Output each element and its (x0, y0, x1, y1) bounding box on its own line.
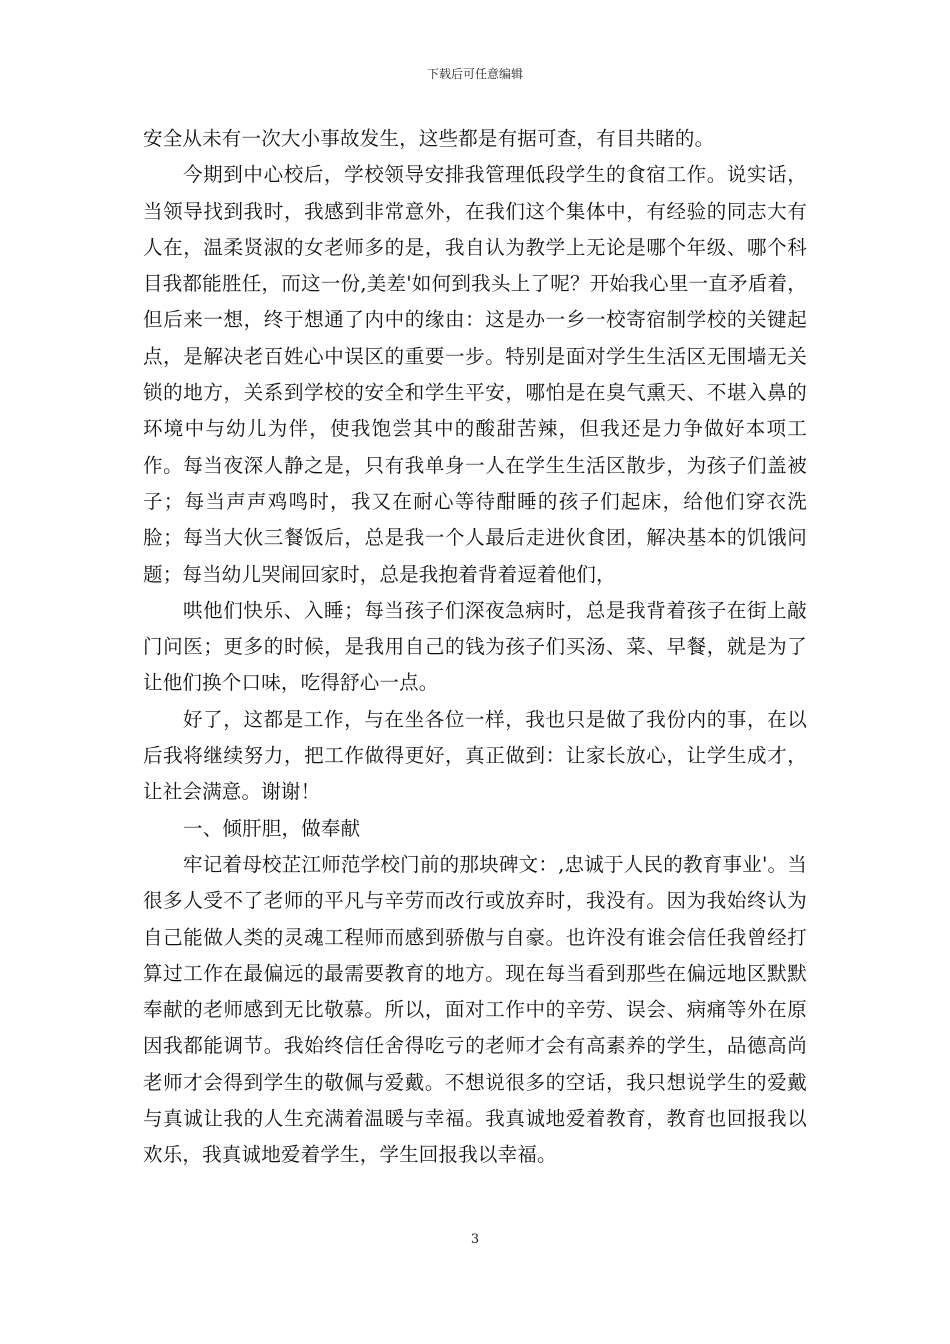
document-body (143, 121, 807, 1174)
page-number: 3 (470, 1232, 480, 1247)
paragraph-2: 今期到中心校后，学校领导安排我管理低段学生的食宿工作。说实话，当领导找到我时，我感到非常意外，在我们这个集体中，有经验的同志大有人在，温柔贤淑的女老师多的是，我自认为教学上无论是哪个年级、哪个科目我都能胜任，而这一份,美差'如何到我头上了呢？开始我心里一直矛盾着，但后来一想，终于想通了内中的缘由：这是办一乡一校寄宿制学校的关键起点，是解决老百姓心中误区的重要一步。特别是面对学生生活区无围墙无关锁的地方，关系到学校的安全和学生平安，哪怕是在臭气熏天、不堪入鼻的环境中与幼儿为伴，使我饱尝其中的酸甜苦辣，但我还是力争做好本项工作。每当夜深人静之是，只有我单身一人在学生生活区散步，为孩子们盖被子；每当声声鸡鸣时，我又在耐心等待酣睡的孩子们起床，给他们穿衣洗脸；每当大伙三餐饭后，总是我一个人最后走进伙食团，解决基本的饥饿问题；每当幼儿哭闹回家时，总是我抱着背着逗着他们， (143, 163, 807, 586)
paragraph-3: 哄他们快乐、入睡；每当孩子们深夜急病时，总是我背着孩子在街上敲门问医；更多的时候，是我用自己的钱为孩子们买汤、菜、早餐，就是为了让他们换个口味，吃得舒心一点。 (143, 598, 807, 695)
page-header: 下载后可任意编辑 (426, 67, 523, 81)
paragraph-4: 好了，这都是工作，与在坐各位一样，我也只是做了我份内的事，在以后我将继续努力，把工作做得更好，真正做到：让家长放心，让学生成才，让社会满意。谢谢！ (143, 707, 807, 804)
paragraph-1: 安全从未有一次大小事故发生，这些都是有据可查，有目共睹的。 (143, 127, 715, 150)
paragraph-5: 牢记着母校芷江师范学校门前的那块碑文：,忠诚于人民的教育事业'。当很多人受不了老师的平凡与辛劳而改行或放弃时，我没有。因为我始终认为自己能做人类的灵魂工程师而感到骄傲与自豪。也许没有谁会信任我曾经打算过工作在最偏远的最需要教育的地方。现在每当看到那些在偏远地区默默奉献的老师感到无比敬慕。所以，面对工作中的辛劳、误会、病痛等外在原因我都能调节。我始终信任舍得吃亏的老师才会有高素养的学生，品德高尚老师才会得到学生的敬佩与爱戴。不想说很多的空话，我只想说学生的爱戴与真诚让我的人生充满着温暖与幸福。我真诚地爱着教育，教育也回报我以欢乐，我真诚地爱着学生，学生回报我以幸福。 (143, 852, 807, 1167)
section-heading: 一、倾肝胆，做奉献 (183, 816, 361, 840)
